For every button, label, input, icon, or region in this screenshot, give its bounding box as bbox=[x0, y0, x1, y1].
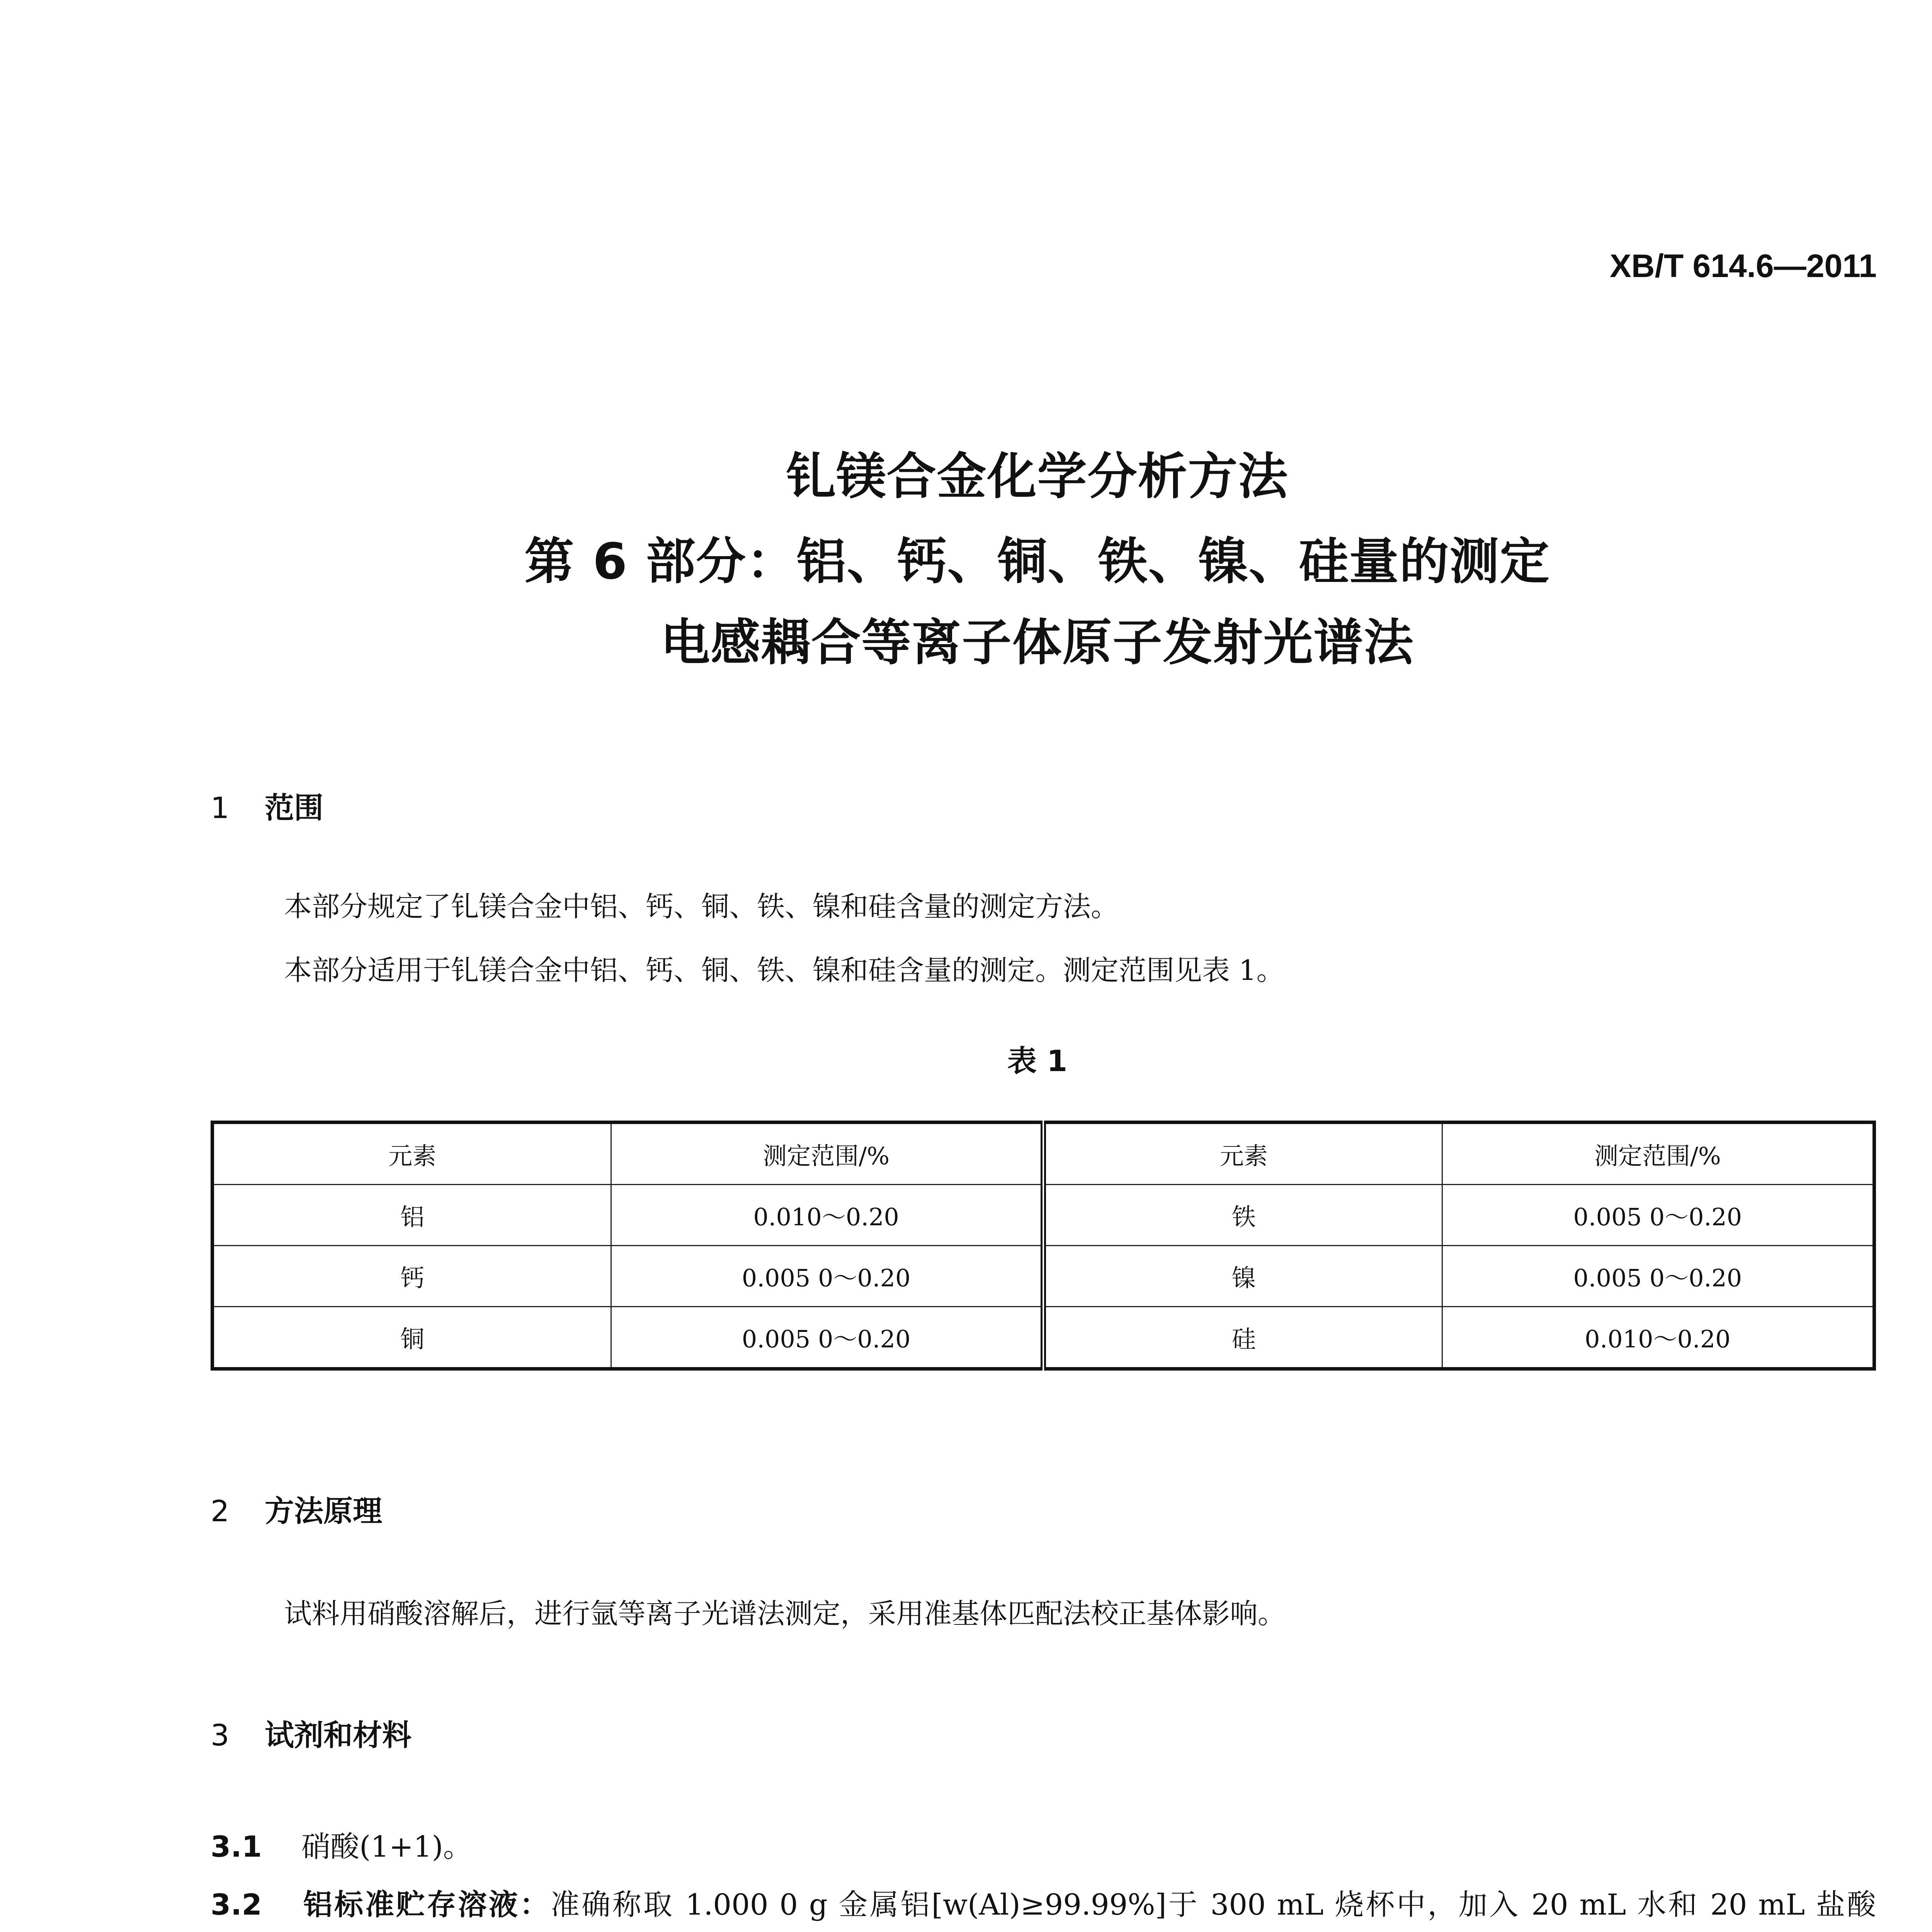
section-1-heading bbox=[211, 784, 323, 827]
table-row bbox=[213, 1307, 1874, 1369]
item-text: 硝酸(1+1)。 bbox=[301, 1830, 472, 1864]
table-header-row bbox=[213, 1122, 1874, 1185]
reagent-item-3-2 bbox=[211, 1874, 1876, 1932]
item-number: 3.2 bbox=[211, 1888, 262, 1922]
scope-paragraph-2: 本部分适用于钆镁合金中铝、钙、铜、铁、镍和硅含量的测定。测定范围见表 1。 bbox=[284, 954, 1284, 986]
table-row bbox=[213, 1246, 1874, 1307]
table-header-cell: 元素 bbox=[1043, 1122, 1442, 1185]
section-number: 2 bbox=[211, 1494, 230, 1528]
item-label: 铝标准贮存溶液： bbox=[301, 1888, 551, 1922]
table-row bbox=[213, 1185, 1874, 1246]
table-header-cell: 测定范围/% bbox=[1442, 1122, 1874, 1185]
table-cell-element: 铝 bbox=[213, 1185, 611, 1246]
title-line-3: 电感耦合等离子体原子发射光谱法 bbox=[660, 614, 1414, 672]
section-title: 试剂和材料 bbox=[265, 1718, 412, 1752]
table-cell-element: 镍 bbox=[1043, 1246, 1442, 1307]
section-2-heading bbox=[211, 1488, 382, 1530]
table-cell-element: 硅 bbox=[1043, 1307, 1442, 1369]
table-cell-range: 0.010～0.20 bbox=[1442, 1307, 1874, 1369]
standard-code: XB/T 614.6—2011 bbox=[1609, 248, 1877, 284]
section-title: 方法原理 bbox=[265, 1494, 382, 1528]
table-cell-range: 0.005 0～0.20 bbox=[611, 1246, 1043, 1307]
table-cell-range: 0.005 0～0.20 bbox=[1442, 1185, 1874, 1246]
item-text: 准确称取 1.000 0 g 金属铝[w(Al)≥99.99%]于 300 mL 烧杯中，加入 20 mL 水和 20 mL 盐酸 bbox=[550, 1888, 1876, 1922]
title-line-1: 钆镁合金化学分析方法 bbox=[786, 448, 1289, 505]
table-cell-range: 0.005 0～0.20 bbox=[1442, 1246, 1874, 1307]
table-cell-element: 铜 bbox=[213, 1307, 611, 1369]
section-title: 范围 bbox=[265, 791, 323, 825]
principle-paragraph: 试料用硝酸溶解后，进行氩等离子光谱法测定，采用准基体匹配法校正基体影响。 bbox=[284, 1597, 1286, 1630]
table-header-cell: 测定范围/% bbox=[611, 1122, 1043, 1185]
reagent-item-3-1 bbox=[211, 1816, 1876, 1877]
section-3-heading bbox=[211, 1712, 412, 1754]
item-number: 3.1 bbox=[211, 1830, 262, 1864]
table-cell-range: 0.010～0.20 bbox=[611, 1185, 1043, 1246]
scope-paragraph-1: 本部分规定了钆镁合金中铝、钙、铜、铁、镍和硅含量的测定方法。 bbox=[284, 890, 1119, 923]
table-caption: 表 1 bbox=[1007, 1044, 1068, 1078]
section-number: 1 bbox=[211, 791, 230, 825]
table-cell-element: 钙 bbox=[213, 1246, 611, 1307]
section-number: 3 bbox=[211, 1718, 230, 1752]
table-header-cell: 元素 bbox=[213, 1122, 611, 1185]
table-cell-range: 0.005 0～0.20 bbox=[611, 1307, 1043, 1369]
title-line-2: 第 6 部分：铝、钙、铜、铁、镍、硅量的测定 bbox=[524, 533, 1550, 590]
measurement-range-table bbox=[211, 1121, 1876, 1371]
table-cell-element: 铁 bbox=[1043, 1185, 1442, 1246]
